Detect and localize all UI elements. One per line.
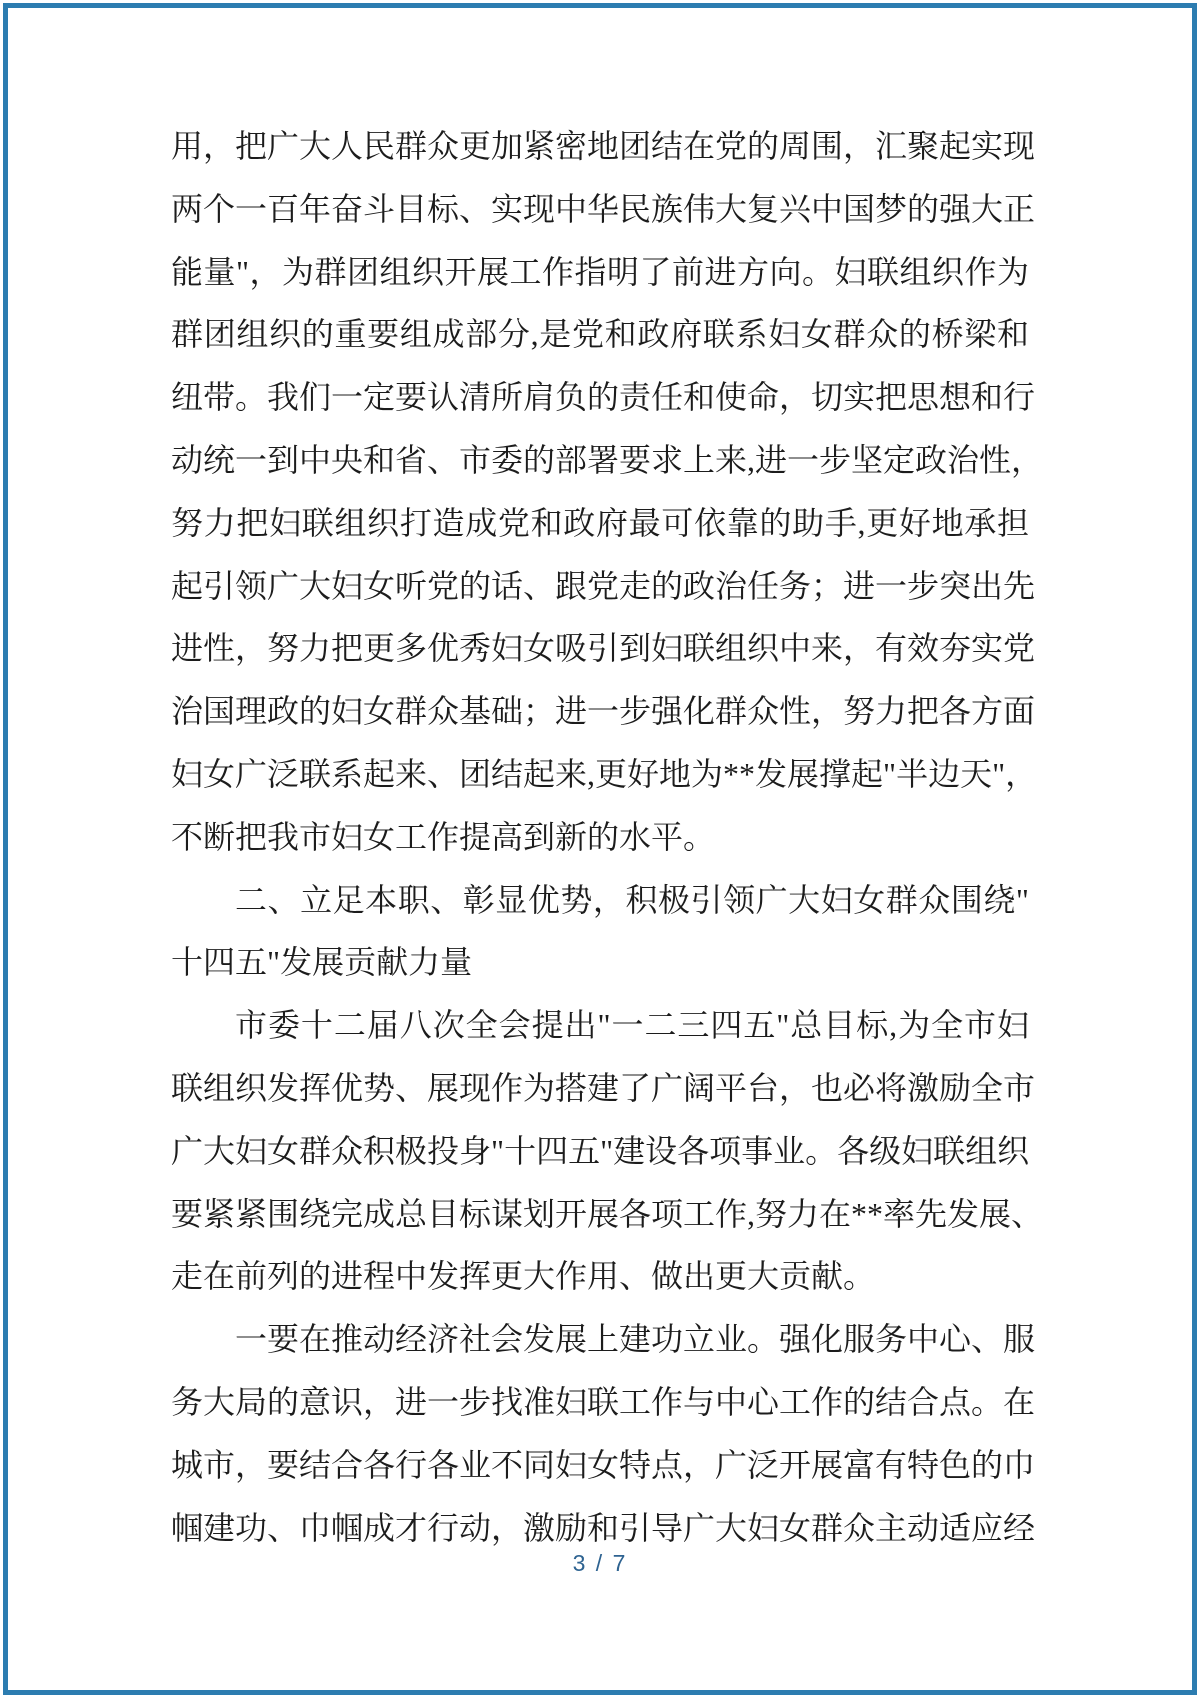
text-line: 一要在推动经济社会发展上建功立业。强化服务中心、服	[235, 1321, 1036, 1358]
text-line: 城市，要结合各行各业不同妇女特点，广泛开展富有特色的巾	[171, 1446, 1036, 1483]
text-line: 广大妇女群众积极投身"十四五"建设各项事业。各级妇联组织	[171, 1132, 1030, 1169]
text-line: 走在前列的进程中发挥更大作用、做出更大贡献。	[171, 1258, 876, 1295]
document-body	[171, 115, 1044, 1559]
text-line: 联组织发挥优势、展现作为搭建了广阔平台，也必将激励全市	[171, 1069, 1036, 1106]
text-line: 群团组织的重要组成部分,是党和政府联系妇女群众的桥梁和	[171, 316, 1029, 353]
section-heading-line: 二、立足本职、彰显优势，积极引领广大妇女群众围绕"	[235, 881, 1029, 918]
text-line: 动统一到中央和省、市委的部署要求上来,进一步坚定政治性，	[171, 441, 1044, 478]
text-line: 不断把我市妇女工作提高到新的水平。	[171, 818, 716, 855]
page-footer	[0, 1550, 1200, 1577]
page-number: 3 / 7	[572, 1550, 628, 1576]
text-line: 市委十二届八次全会提出"一二三四五"总目标,为全市妇	[235, 1007, 1029, 1044]
text-line: 能量"，为群团组织开展工作指明了前进方向。妇联组织作为	[171, 253, 1029, 290]
text-line: 纽带。我们一定要认清所肩负的责任和使命，切实把思想和行	[171, 379, 1036, 416]
text-line: 治国理政的妇女群众基础；进一步强化群众性，努力把各方面	[171, 693, 1036, 730]
text-line: 用，把广大人民群众更加紧密地团结在党的周围，汇聚起实现	[171, 128, 1036, 164]
text-line: 帼建功、巾帼成才行动，激励和引导广大妇女群众主动适应经	[171, 1509, 1036, 1546]
text-line: 起引领广大妇女听党的话、跟党走的政治任务；进一步突出先	[171, 567, 1036, 604]
text-line: 妇女广泛联系起来、团结起来,更好地为**发展撑起"半边天"，	[171, 755, 1038, 792]
text-line: 进性，努力把更多优秀妇女吸引到妇联组织中来，有效夯实党	[171, 630, 1036, 667]
text-line: 两个一百年奋斗目标、实现中华民族伟大复兴中国梦的强大正	[171, 190, 1036, 227]
text-line: 努力把妇联组织打造成党和政府最可依靠的助手,更好地承担	[171, 504, 1029, 541]
section-heading-line: 十四五"发展贡献力量	[171, 944, 473, 981]
text-line: 要紧紧围绕完成总目标谋划开展各项工作,努力在**率先发展、	[171, 1195, 1044, 1232]
text-line: 务大局的意识，进一步找准妇联工作与中心工作的结合点。在	[171, 1383, 1036, 1420]
